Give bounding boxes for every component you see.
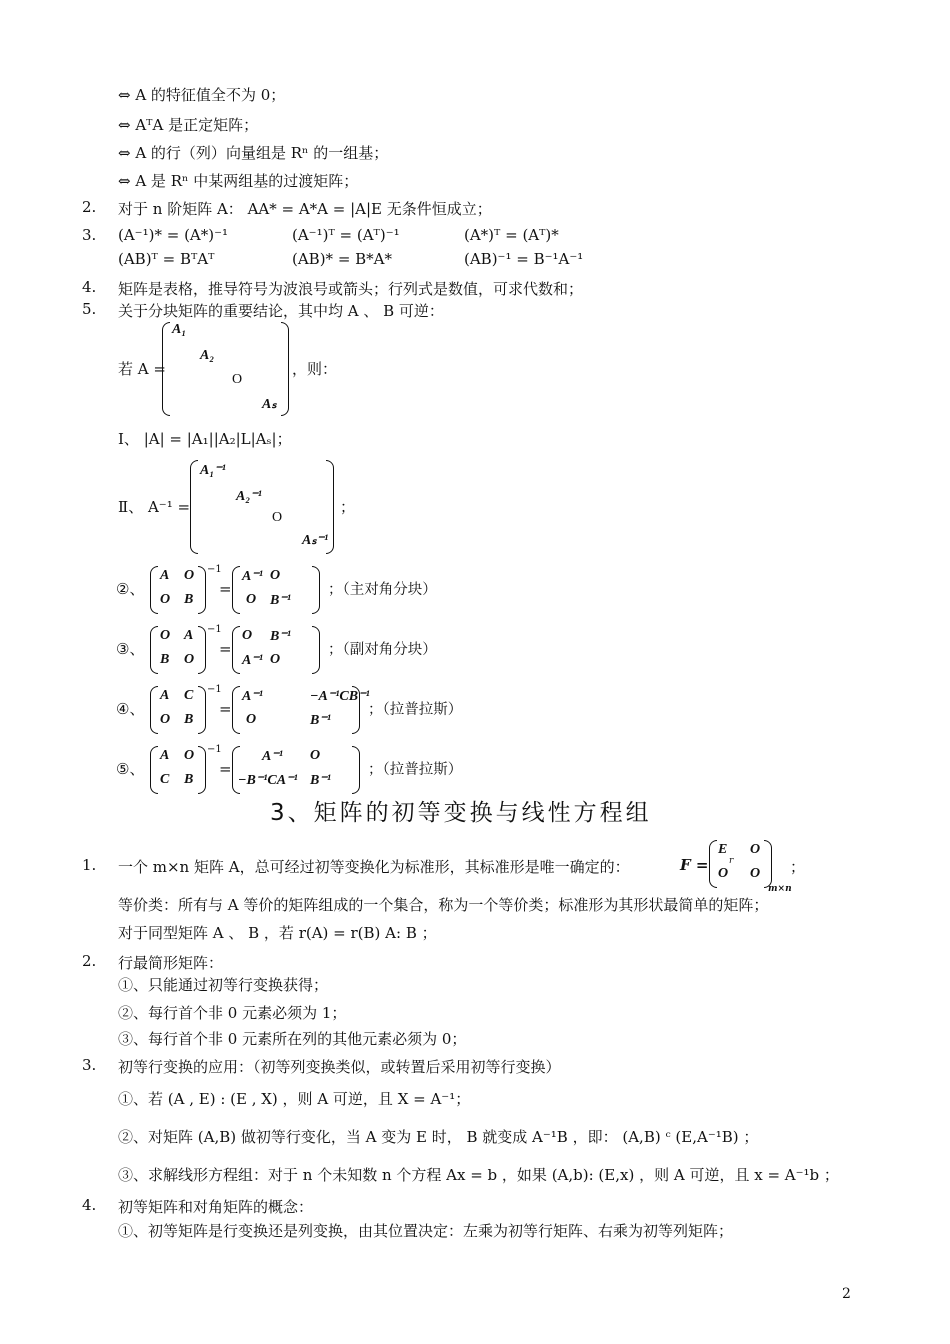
matrix-cell: −B⁻¹CA⁻¹ — [238, 773, 298, 788]
matrix-cell: O — [246, 712, 257, 727]
equals-sign: = — [219, 580, 232, 598]
right-paren — [352, 746, 360, 794]
matrix-cell: O — [246, 592, 257, 607]
standard-form-label: F = — [680, 856, 709, 874]
matrix-cell: E — [718, 842, 728, 857]
equiv-line-2: ⇔ AᵀA 是正定矩阵； — [118, 116, 259, 134]
formula-note: ；（主对角分块） — [328, 582, 437, 598]
formula-note: ；（拉普拉斯） — [368, 762, 463, 778]
equiv-line-3: ⇔ A 的行（列）向量组是 Rⁿ 的一组基； — [118, 144, 389, 162]
inverse-superscript: −1 — [207, 624, 222, 635]
semicolon: ； — [340, 498, 356, 516]
formula-label: ②、 — [116, 580, 145, 598]
equals-sign: = — [219, 700, 232, 718]
item-text-4: 矩阵是表格，推导符号为波浪号或箭头；行列式是数值，可求代数和； — [118, 280, 584, 298]
left-paren — [709, 840, 717, 888]
right-paren — [198, 566, 206, 614]
left-paren — [190, 460, 198, 554]
left-paren — [232, 626, 240, 674]
formula-label: ③、 — [116, 640, 145, 658]
matrix-cell: A⁻¹ — [262, 749, 283, 764]
left-paren — [232, 566, 240, 614]
item-number-4: 4. — [82, 278, 97, 296]
matrix-cell: O — [242, 628, 253, 643]
formula-label: ④、 — [116, 700, 145, 718]
inverse-label: Ⅱ、 A⁻¹ = — [118, 498, 191, 516]
matrix-cell: B — [184, 592, 194, 607]
right-paren — [198, 686, 206, 734]
sec3-text-1c: 对于同型矩阵 A 、 B ，若 r(A) = r(B) A: B ； — [118, 924, 437, 942]
inverse-superscript: −1 — [207, 744, 222, 755]
right-paren — [281, 322, 289, 416]
matrix-cell: O — [184, 568, 195, 583]
sec3-item-text-3: 初等行变换的应用：（初等列变换类似，或转置后采用初等行变换） — [118, 1058, 561, 1076]
subscript-r: r — [729, 856, 734, 866]
matrix-cell: A⁻¹ — [242, 653, 263, 668]
sec3-text-3a: ①、若 (A , E) : (E , X) ，则 A 可逆，且 X = A⁻¹； — [118, 1090, 471, 1108]
formula-3a-1: (A⁻¹)* = (A*)⁻¹ — [118, 226, 229, 244]
matrix-cell: O — [184, 748, 195, 763]
matrix-cell: O — [184, 652, 195, 667]
inverse-superscript: −1 — [207, 684, 222, 695]
sec3-text-4a: ①、初等矩阵是行变换还是列变换，由其位置决定：左乘为初等行矩阵、右乘为初等列矩阵； — [118, 1222, 734, 1240]
matrix-cell: O — [750, 842, 761, 857]
matrix-cell: O — [718, 866, 729, 881]
sec3-text-3c: ③、求解线形方程组：对于 n 个未知数 n 个方程 Ax = b ，如果 (A,b): (E,x) ，则 A 可逆，且 x = A⁻¹b ； — [118, 1166, 839, 1184]
determinant-formula: Ⅰ、 |A| = |A₁||A₂|L|Aₛ|； — [118, 430, 292, 448]
matrix-cell: A₂ — [200, 348, 215, 363]
block-ruo-label: 若 A = — [118, 360, 166, 378]
matrix-cell: C — [160, 772, 170, 787]
matrix-cell: O — [272, 510, 283, 525]
matrix-cell: B⁻¹ — [310, 713, 331, 728]
item-text-5: 关于分块矩阵的重要结论，其中均 A 、 B 可逆： — [118, 302, 444, 320]
matrix-cell: O — [750, 866, 761, 881]
equiv-line-4: ⇔ A 是 Rⁿ 中某两组基的过渡矩阵； — [118, 172, 359, 190]
matrix-cell: O — [232, 372, 243, 387]
matrix-cell: B — [184, 712, 194, 727]
equals-sign: = — [219, 760, 232, 778]
matrix-cell: O — [160, 712, 171, 727]
formula-3a-2: (A⁻¹)ᵀ = (Aᵀ)⁻¹ — [292, 226, 400, 244]
inverse-superscript: −1 — [207, 564, 222, 575]
formula-3a-3: (A*)ᵀ = (Aᵀ)* — [464, 226, 559, 244]
matrix-cell: B⁻¹ — [270, 593, 291, 608]
formula-3b-2: (AB)* = B*A* — [292, 250, 393, 268]
matrix-cell: Aₛ⁻¹ — [302, 533, 329, 548]
left-paren — [232, 686, 240, 734]
formula-note: ；（副对角分块） — [328, 642, 437, 658]
section-title: 3、矩阵的初等变换与线性方程组 — [270, 800, 652, 826]
matrix-cell: B⁻¹ — [270, 629, 291, 644]
matrix-cell: B⁻¹ — [310, 773, 331, 788]
matrix-cell: A — [160, 688, 170, 703]
matrix-cell: A₁ — [172, 322, 187, 337]
matrix-cell: −A⁻¹CB⁻¹ — [310, 689, 370, 704]
matrix-cell: A — [160, 748, 170, 763]
block-then-label: ，则： — [292, 360, 338, 378]
matrix-cell: A — [184, 628, 194, 643]
matrix-cell: A⁻¹ — [242, 689, 263, 704]
matrix-cell: C — [184, 688, 194, 703]
matrix-cell: A₁⁻¹ — [200, 463, 226, 478]
item-text-2: 对于 n 阶矩阵 A： AA* = A*A = |A|E 无条件恒成立； — [118, 200, 492, 218]
sec3-text-2b: ②、每行首个非 0 元素必须为 1； — [118, 1004, 347, 1022]
sec3-item-number-4: 4. — [82, 1196, 97, 1214]
right-paren — [764, 840, 772, 888]
matrix-cell: O — [270, 652, 281, 667]
equiv-line-1: ⇔ A 的特征值全不为 0； — [118, 86, 286, 104]
right-paren — [198, 626, 206, 674]
sec3-item-text-2: 行最简形矩阵： — [118, 954, 224, 972]
left-paren — [150, 686, 158, 734]
sec3-item-text-1: 一个 m×n 矩阵 A，总可经过初等变换化为标准形，其标准形是唯一确定的： — [118, 858, 630, 876]
sec3-text-2a: ①、只能通过初等行变换获得； — [118, 976, 329, 994]
item-number-5: 5. — [82, 300, 97, 318]
sec3-item-number-1: 1. — [82, 856, 97, 874]
right-paren — [326, 460, 334, 554]
semicolon: ； — [790, 858, 806, 876]
matrix-cell: B — [160, 652, 170, 667]
left-paren — [162, 322, 170, 416]
matrix-cell: O — [310, 748, 321, 763]
matrix-cell: A₂⁻¹ — [236, 489, 262, 504]
sec3-item-number-3: 3. — [82, 1056, 97, 1074]
formula-label: ⑤、 — [116, 760, 145, 778]
equals-sign: = — [219, 640, 232, 658]
sec3-text-3b: ②、对矩阵 (A,B) 做初等行变化，当 A 变为 E 时， B 就变成 A⁻¹B ，即： (A,B) ᶜ (E,A⁻¹B) ； — [118, 1128, 759, 1146]
formula-note: ；（拉普拉斯） — [368, 702, 463, 718]
left-paren — [150, 746, 158, 794]
sec3-text-2c: ③、每行首个非 0 元素所在列的其他元素必须为 0； — [118, 1030, 467, 1048]
subscript-mn: m×n — [768, 884, 792, 894]
item-number-3: 3. — [82, 226, 97, 244]
sec3-item-text-4: 初等矩阵和对角矩阵的概念： — [118, 1198, 314, 1216]
matrix-cell: A⁻¹ — [242, 569, 263, 584]
formula-3b-1: (AB)ᵀ = BᵀAᵀ — [118, 250, 215, 268]
matrix-cell: A — [160, 568, 170, 583]
matrix-cell: Aₛ — [262, 397, 277, 412]
matrix-cell: O — [160, 628, 171, 643]
sec3-text-1b: 等价类：所有与 A 等价的矩阵组成的一个集合，称为一个等价类；标准形为其形状最简单的矩阵； — [118, 896, 769, 914]
right-paren — [312, 566, 320, 614]
left-paren — [150, 626, 158, 674]
matrix-cell: B — [184, 772, 194, 787]
item-number-2: 2. — [82, 198, 97, 216]
matrix-cell: O — [160, 592, 171, 607]
formula-3b-3: (AB)⁻¹ = B⁻¹A⁻¹ — [464, 250, 584, 268]
left-paren — [150, 566, 158, 614]
right-paren — [352, 686, 360, 734]
right-paren — [198, 746, 206, 794]
sec3-item-number-2: 2. — [82, 952, 97, 970]
right-paren — [312, 626, 320, 674]
page-number: 2 — [842, 1286, 851, 1302]
matrix-cell: O — [270, 568, 281, 583]
